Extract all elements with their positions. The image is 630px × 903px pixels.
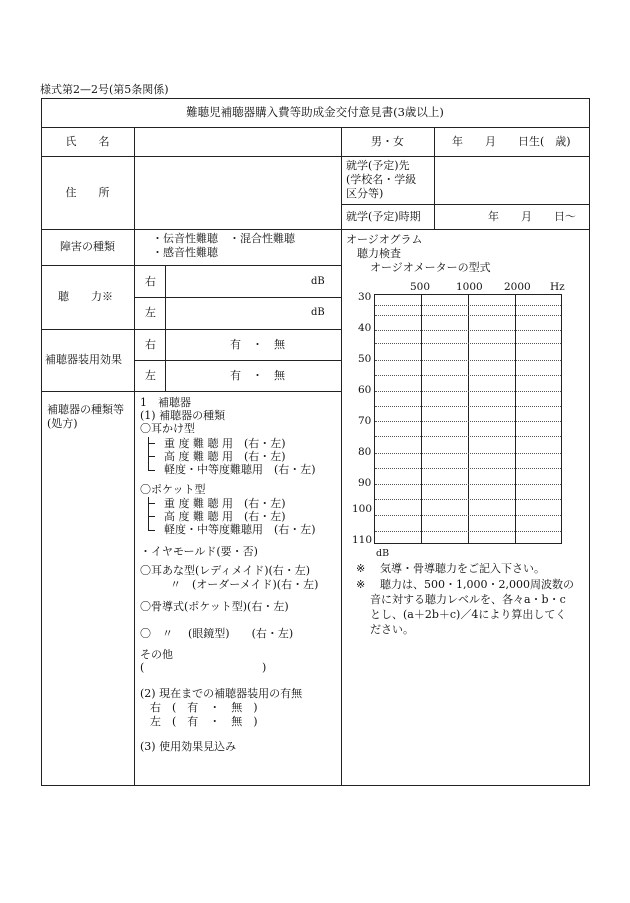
in-ear-ready-option[interactable]: 〇耳あな型(レディメイド)(右・左) — [140, 564, 311, 577]
grid-line — [375, 421, 561, 422]
grid-line — [375, 343, 561, 344]
grid-line — [375, 484, 561, 485]
gender-field[interactable]: 男・女 — [371, 135, 404, 148]
grid-line — [375, 531, 561, 532]
bone-glasses-mark[interactable]: 〇 〃 — [140, 627, 173, 640]
db-100: 100 — [352, 503, 373, 515]
grid-line — [375, 499, 561, 500]
note2-line4: ださい。 — [370, 623, 414, 636]
form-number: 様式第2—2号(第5条関係) — [40, 83, 169, 96]
grid-line — [375, 315, 561, 316]
grid-line — [375, 468, 561, 469]
section-hearing-aid: 1 補聴器 — [140, 396, 191, 409]
address-row-bottom — [41, 229, 589, 230]
aid-type-label-sub: (処方) — [47, 417, 78, 430]
hearing-right-unit: dB — [311, 276, 325, 287]
sub-usage-history: (2) 現在までの補聴器装用の有無 — [140, 687, 303, 700]
school-field[interactable] — [435, 157, 588, 204]
ear-item-high[interactable]: 高 度 難 聴 用 (右・左) — [164, 450, 286, 463]
db-90: 90 — [358, 477, 372, 489]
db-40: 40 — [358, 322, 372, 334]
other-paren-close: ) — [262, 661, 267, 674]
note1-mark: ※ — [356, 562, 366, 575]
ear-item-severe[interactable]: 重 度 難 聴 用 (右・左) — [164, 437, 286, 450]
grid-line — [375, 515, 561, 516]
hearing-right-label: 右 — [145, 275, 156, 288]
grid-line — [375, 330, 561, 331]
effect-bottom — [41, 391, 341, 392]
grid-line — [375, 375, 561, 376]
grid-line — [375, 360, 561, 361]
grid-line — [375, 391, 561, 392]
usage-right[interactable]: 右 ( 有 ・ 無 ) — [150, 701, 258, 714]
note2-line3: とし、(a＋2b＋c)／4により算出してく — [370, 608, 567, 621]
aid-effect-label: 補聴器装用効果 — [45, 353, 122, 366]
aid-effect-right-value[interactable]: 有 ・ 無 — [230, 338, 285, 351]
birthdate-field[interactable]: 年 月 日生( 歳) — [452, 135, 571, 148]
aid-type-label: 補聴器の種類等 — [47, 403, 124, 416]
grid-line — [375, 406, 561, 407]
name-field[interactable] — [135, 128, 340, 156]
pocket-tick-1 — [148, 503, 155, 504]
frame-right — [589, 98, 590, 786]
loss-type-options-1[interactable]: ・伝音性難聴 ・混合性難聴 — [152, 232, 295, 245]
note2-line2: 音に対する聴力レベルを、各々a・b・c — [370, 593, 566, 606]
bone-glasses-option[interactable]: (眼鏡型) (右・左) — [188, 627, 294, 640]
note2-mark: ※ — [356, 578, 366, 591]
hearing-label: 聴 力※ — [58, 290, 113, 303]
school-label: 就学(予定)先 (学校名・学級 区分等) — [346, 159, 417, 200]
hearing-left-field[interactable] — [166, 298, 306, 328]
hearing-bottom — [41, 329, 341, 330]
grid-col-500 — [421, 295, 422, 543]
hearing-left-unit: dB — [311, 307, 325, 318]
aid-effect-right-label: 右 — [145, 338, 156, 351]
in-ear-order-option[interactable]: 〃 (オーダーメイド)(右・左) — [170, 578, 319, 591]
grid-col-2000 — [515, 295, 516, 543]
school-row-divider — [341, 204, 589, 205]
note1-text: 気導・骨導聴力をご記入下さい。 — [380, 562, 545, 575]
usage-left[interactable]: 左 ( 有 ・ 無 ) — [150, 715, 258, 728]
audiometer-type: オージオメーターの型式 — [370, 261, 491, 274]
grid-line — [375, 305, 561, 306]
address-label: 住 所 — [65, 186, 110, 199]
other-label: その他 — [140, 648, 173, 661]
pocket-item-moderate[interactable]: 軽度・中等度難聴用 (右・左) — [164, 523, 316, 536]
ear-item-moderate[interactable]: 軽度・中等度難聴用 (右・左) — [164, 463, 316, 476]
note2-line1: 聴力は、500・1,000・2,000周波数の — [380, 578, 574, 591]
name-label: 氏 名 — [65, 135, 110, 148]
db-30: 30 — [358, 291, 372, 303]
db-70: 70 — [358, 415, 372, 427]
frame-left — [41, 98, 42, 786]
school-time-field[interactable]: 年 月 日〜 — [488, 210, 576, 223]
db-unit: dB — [376, 548, 390, 559]
aid-effect-left-value[interactable]: 有 ・ 無 — [230, 369, 285, 382]
other-field[interactable] — [150, 660, 260, 674]
loss-type-label: 障害の種類 — [60, 240, 115, 253]
form-title: 難聴児補聴器購入費等助成金交付意見書(3歳以上) — [186, 105, 444, 119]
db-60: 60 — [358, 384, 372, 396]
freq-1000: 1000 — [456, 281, 483, 293]
ear-type-option[interactable]: 〇耳かけ型 — [140, 422, 195, 435]
db-50: 50 — [358, 353, 372, 365]
ear-tick-1 — [148, 443, 155, 444]
earmold-option[interactable]: ・イヤモールド(要・否) — [140, 545, 258, 558]
frame-bottom — [41, 785, 589, 786]
bone-pocket-option[interactable]: 〇骨導式(ポケット型)(右・左) — [140, 600, 289, 613]
other-paren-open: ( — [140, 661, 145, 674]
loss-type-options-2[interactable]: ・感音性難聴 — [152, 246, 218, 259]
center-divider — [341, 127, 342, 786]
audiogram-title: オージオグラム — [346, 233, 423, 246]
audiogram-grid[interactable] — [374, 294, 562, 544]
pocket-tick-3 — [148, 530, 155, 531]
freq-2000: 2000 — [504, 281, 531, 293]
address-field[interactable] — [135, 157, 340, 229]
grid-col-1000 — [468, 295, 469, 543]
pocket-type-option[interactable]: 〇ポケット型 — [140, 483, 206, 496]
freq-500: 500 — [410, 281, 431, 293]
hearing-right-field[interactable] — [166, 266, 306, 296]
frame-top — [41, 98, 589, 99]
pocket-item-severe[interactable]: 重 度 難 聴 用 (右・左) — [164, 497, 286, 510]
grid-line — [375, 453, 561, 454]
db-80: 80 — [358, 446, 372, 458]
ear-tick-2 — [148, 456, 155, 457]
ear-tick-3 — [148, 470, 155, 471]
aid-effect-left-label: 左 — [145, 369, 156, 382]
pocket-item-high[interactable]: 高 度 難 聴 用 (右・左) — [164, 510, 286, 523]
freq-unit: Hz — [550, 281, 565, 293]
sub-expected-effect: (3) 使用効果見込み — [140, 740, 237, 753]
sub-aid-types: (1) 補聴器の種類 — [140, 409, 226, 422]
db-110: 110 — [352, 534, 373, 546]
audiogram-sub: 聴力検査 — [357, 247, 401, 260]
hearing-left-label: 左 — [145, 306, 156, 319]
school-time-label: 就学(予定)時期 — [346, 210, 421, 223]
grid-line — [375, 436, 561, 437]
pocket-tick-2 — [148, 516, 155, 517]
